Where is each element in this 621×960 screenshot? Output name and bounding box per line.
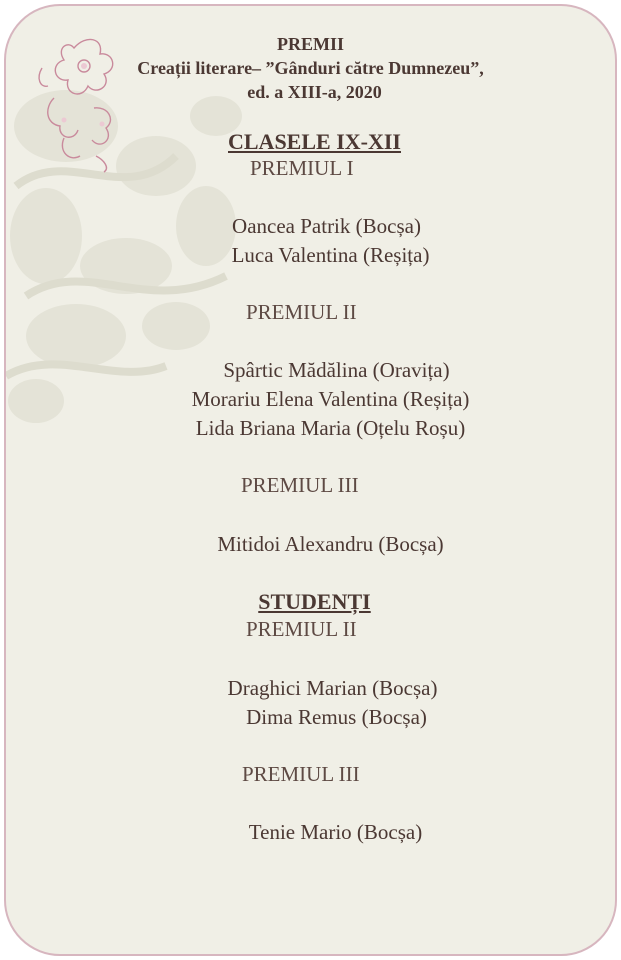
winner-name: Luca Valentina (Reșița) — [231, 243, 430, 267]
section-title: STUDENȚI — [258, 589, 371, 614]
winner-name: Tenie Mario (Bocșa) — [248, 820, 423, 844]
winner-name: Morariu Elena Valentina (Reșița) — [191, 387, 470, 411]
prize-label: PREMIUL II — [246, 617, 357, 641]
section-title: CLASELE IX-XII — [228, 129, 401, 154]
winner-name: Dima Remus (Bocșa) — [246, 705, 427, 729]
prize-label: PREMIUL III — [242, 762, 360, 786]
header-subtitle: Creații literare– ”Gânduri către Dumnezeu”, — [137, 58, 484, 78]
award-card — [4, 4, 617, 956]
prize-label: PREMIUL II — [246, 300, 357, 324]
winner-name: Lida Briana Maria (Oțelu Roșu) — [195, 416, 466, 440]
winner-name: Oancea Patrik (Bocșa) — [232, 214, 421, 238]
header-edition: ed. a XIII-a, 2020 — [247, 82, 382, 102]
header-title: PREMII — [277, 34, 344, 54]
winner-name: Draghici Marian (Bocșa) — [227, 676, 438, 700]
prize-label: PREMIUL I — [250, 156, 354, 180]
winner-name: Mitidoi Alexandru (Bocșa) — [217, 532, 444, 556]
winner-name: Spârtic Mădălina (Oravița) — [223, 358, 450, 382]
prize-label: PREMIUL III — [241, 473, 359, 497]
